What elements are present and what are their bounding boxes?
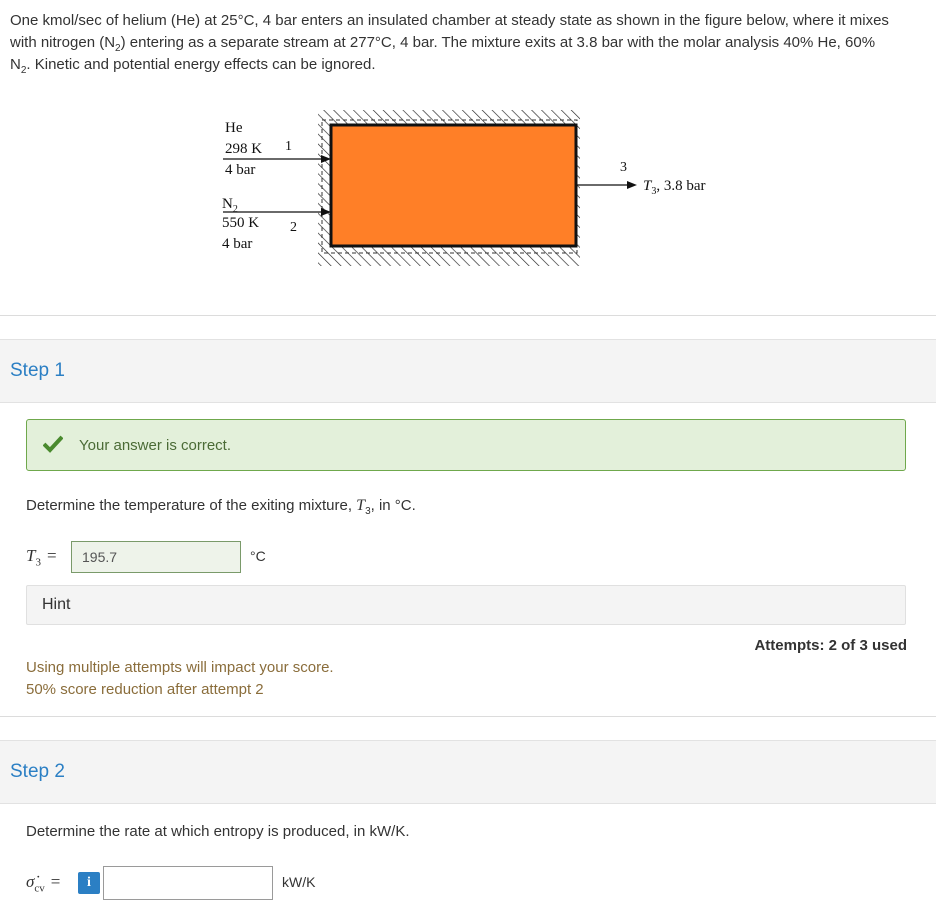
step2-title: Step 2 bbox=[10, 761, 65, 782]
divider bbox=[0, 716, 936, 717]
hint-label: Hint bbox=[42, 596, 71, 613]
stream1-temp: 298 K bbox=[225, 141, 263, 157]
stream3-number: 3 bbox=[620, 160, 627, 175]
mixing-chamber-figure bbox=[135, 100, 795, 275]
feedback-text: Your answer is correct. bbox=[79, 437, 232, 454]
score-reduction-note: 50% score reduction after attempt 2 bbox=[26, 681, 264, 698]
t3-answer-input[interactable]: 195.7 bbox=[71, 541, 241, 573]
entropy-answer-input[interactable] bbox=[103, 866, 273, 900]
sigma-variable-label: $\sigmȧ_{cv}$ = bbox=[26, 872, 61, 895]
step1-question: Determine the temperature of the exiting mixture, $T_3$, in °C. bbox=[26, 497, 416, 517]
divider bbox=[0, 315, 936, 316]
stream3-label: $T_3$, 3.8 bar bbox=[643, 178, 706, 197]
problem-line-1: One kmol/sec of helium (He) at 25°C, 4 bar enters an insulated chamber at steady state as shown in the figure below, where it mixes bbox=[10, 12, 889, 29]
info-icon[interactable]: i bbox=[78, 872, 100, 894]
problem-statement bbox=[10, 10, 920, 76]
step1-header bbox=[0, 339, 936, 403]
mixing-chamber bbox=[331, 125, 576, 246]
hint-toggle[interactable] bbox=[26, 585, 906, 625]
problem-line-3: $N_2$. Kinetic and potential energy effects can be ignored. bbox=[10, 56, 376, 76]
stream1-gas: He bbox=[225, 120, 243, 136]
problem-line-2: with nitrogen $(N_2)$ entering as a separate stream at 277°C, 4 bar. The mixture exits at 3.8 bar with the molar analysis 40% He, 60% bbox=[10, 34, 876, 54]
step1-title: Step 1 bbox=[10, 360, 65, 381]
step2-question: Determine the rate at which entropy is produced, in kW/K. bbox=[26, 823, 410, 840]
stream1-number: 1 bbox=[285, 139, 292, 154]
feedback-correct-banner bbox=[26, 419, 906, 471]
t3-variable-label: $T_3$ = bbox=[26, 546, 57, 569]
stream1-pressure: 4 bar bbox=[225, 162, 256, 178]
attempts-warning: Using multiple attempts will impact your score. bbox=[26, 659, 334, 676]
attempts-counter: Attempts: 2 of 3 used bbox=[754, 637, 907, 654]
stream3-arrowhead bbox=[627, 181, 637, 189]
stream2-gas: $N_2$ bbox=[222, 196, 238, 215]
stream2-temp: 550 K bbox=[222, 215, 260, 231]
checkmark-icon bbox=[43, 435, 63, 453]
entropy-unit: kW/K bbox=[282, 874, 316, 890]
t3-unit: °C bbox=[250, 548, 266, 564]
stream2-number: 2 bbox=[290, 220, 297, 235]
step2-header bbox=[0, 740, 936, 804]
stream2-pressure: 4 bar bbox=[222, 236, 253, 252]
